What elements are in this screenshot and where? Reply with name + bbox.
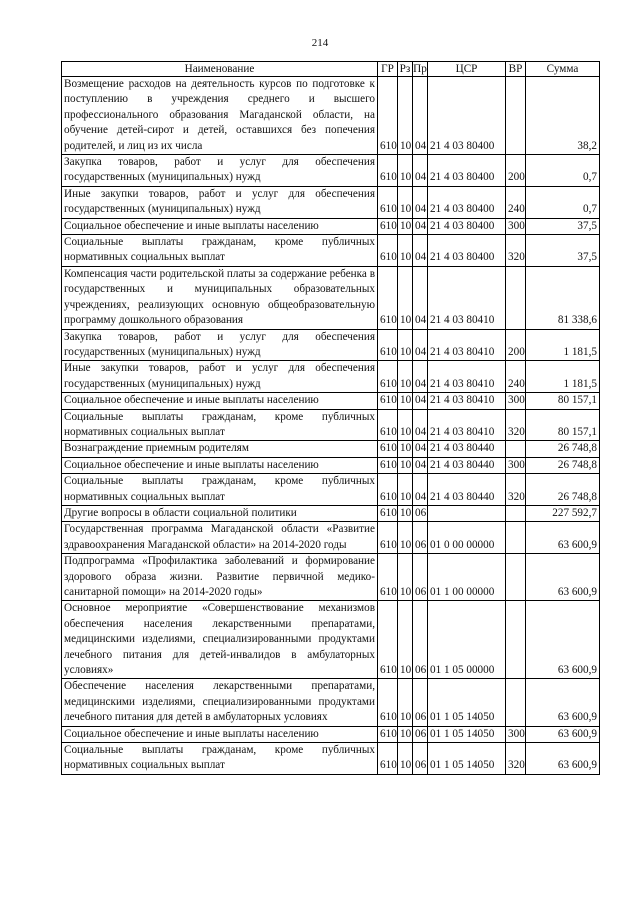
cell-csr: 21 4 03 80440 (428, 441, 506, 457)
cell-pr: 04 (413, 218, 428, 234)
cell-vr (506, 77, 526, 155)
cell-sum: 0,7 (526, 155, 600, 187)
cell-vr: 240 (506, 361, 526, 393)
cell-sum: 80 157,1 (526, 393, 600, 409)
cell-gr: 610 (378, 409, 398, 441)
cell-name: Подпрограмма «Профилактика заболеваний и формирование здорового образа жизни. Развитие первичной медико-санитарной помощи» на 2014-2020 годы» (62, 554, 378, 601)
cell-csr: 21 4 03 80410 (428, 393, 506, 409)
cell-csr: 21 4 03 80400 (428, 155, 506, 187)
cell-vr: 240 (506, 186, 526, 218)
cell-vr: 200 (506, 329, 526, 361)
cell-gr: 610 (378, 235, 398, 267)
cell-sum: 38,2 (526, 77, 600, 155)
cell-name: Иные закупки товаров, работ и услуг для обеспечения государственных (муниципальных) нужд (62, 361, 378, 393)
cell-sum: 1 181,5 (526, 329, 600, 361)
cell-pr: 06 (413, 522, 428, 554)
page-number: 214 (311, 37, 329, 49)
cell-sum: 63 600,9 (526, 554, 600, 601)
table-row (62, 522, 600, 554)
cell-sum: 227 592,7 (526, 505, 600, 521)
cell-csr: 21 4 03 80410 (428, 266, 506, 329)
header-vr: ВР (506, 62, 526, 77)
cell-gr: 610 (378, 554, 398, 601)
table-row (62, 505, 600, 521)
cell-name: Социальное обеспечение и иные выплаты населению (62, 218, 378, 234)
cell-gr: 610 (378, 601, 398, 679)
table-row (62, 601, 600, 679)
cell-name: Социальное обеспечение и иные выплаты населению (62, 726, 378, 742)
cell-name: Социальные выплаты гражданам, кроме публичных нормативных социальных выплат (62, 235, 378, 267)
table-row (62, 441, 600, 457)
cell-csr: 01 1 05 00000 (428, 601, 506, 679)
cell-vr (506, 554, 526, 601)
cell-pr: 04 (413, 329, 428, 361)
cell-rz: 10 (398, 186, 413, 218)
cell-name: Социальные выплаты гражданам, кроме публичных нормативных социальных выплат (62, 409, 378, 441)
cell-gr: 610 (378, 361, 398, 393)
cell-sum: 26 748,8 (526, 457, 600, 473)
cell-csr: 01 1 05 14050 (428, 726, 506, 742)
cell-csr: 01 0 00 00000 (428, 522, 506, 554)
cell-csr: 21 4 03 80400 (428, 235, 506, 267)
cell-name: Социальные выплаты гражданам, кроме публичных нормативных социальных выплат (62, 474, 378, 506)
cell-pr: 04 (413, 361, 428, 393)
cell-gr: 610 (378, 329, 398, 361)
cell-vr (506, 505, 526, 521)
cell-gr: 610 (378, 457, 398, 473)
cell-vr (506, 441, 526, 457)
cell-pr: 04 (413, 186, 428, 218)
cell-vr (506, 601, 526, 679)
cell-rz: 10 (398, 474, 413, 506)
cell-gr: 610 (378, 505, 398, 521)
cell-vr: 320 (506, 474, 526, 506)
cell-csr: 21 4 03 80400 (428, 186, 506, 218)
table-row (62, 361, 600, 393)
cell-name: Другие вопросы в области социальной политики (62, 505, 378, 521)
cell-gr: 610 (378, 474, 398, 506)
header-pr: Пр (413, 63, 427, 75)
cell-gr: 610 (378, 155, 398, 187)
table-row (62, 474, 600, 506)
cell-pr: 04 (413, 457, 428, 473)
cell-sum: 63 600,9 (526, 679, 600, 726)
cell-vr: 320 (506, 235, 526, 267)
cell-pr: 04 (413, 77, 428, 155)
cell-vr (506, 266, 526, 329)
table-row (62, 554, 600, 601)
cell-csr: 01 1 00 00000 (428, 554, 506, 601)
cell-gr: 610 (378, 266, 398, 329)
cell-gr: 610 (378, 522, 398, 554)
cell-sum: 37,5 (526, 218, 600, 234)
cell-csr: 21 4 03 80440 (428, 457, 506, 473)
cell-csr: 21 4 03 80410 (428, 409, 506, 441)
header-csr: ЦСР (428, 62, 506, 77)
table-row (62, 457, 600, 473)
cell-pr: 04 (413, 266, 428, 329)
cell-pr: 04 (413, 441, 428, 457)
table-row (62, 155, 600, 187)
table-row (62, 679, 600, 726)
cell-vr (506, 522, 526, 554)
cell-vr: 300 (506, 393, 526, 409)
table-row (62, 186, 600, 218)
cell-name: Возмещение расходов на деятельность курсов по подготовке к поступлению в учреждения среднего и высшего профессионального образования Магаданской области, на обучение детей-сирот и детей, оставшихся без попечения родителей, и лиц из их числа (62, 77, 378, 155)
cell-csr: 21 4 03 80400 (428, 218, 506, 234)
cell-rz: 10 (398, 155, 413, 187)
cell-rz: 10 (398, 441, 413, 457)
cell-pr: 06 (413, 554, 428, 601)
cell-pr: 04 (413, 155, 428, 187)
cell-sum: 80 157,1 (526, 409, 600, 441)
cell-name: Вознаграждение приемным родителям (62, 441, 378, 457)
cell-rz: 10 (398, 679, 413, 726)
budget-table (61, 61, 600, 775)
table-row (62, 409, 600, 441)
cell-rz: 10 (398, 554, 413, 601)
cell-csr: 21 4 03 80440 (428, 474, 506, 506)
cell-vr: 300 (506, 726, 526, 742)
cell-csr: 01 1 05 14050 (428, 679, 506, 726)
cell-rz: 10 (398, 743, 413, 775)
cell-pr: 04 (413, 474, 428, 506)
cell-rz: 10 (398, 601, 413, 679)
cell-gr: 610 (378, 393, 398, 409)
cell-rz: 10 (398, 505, 413, 521)
cell-csr: 01 1 05 14050 (428, 743, 506, 775)
cell-pr: 04 (413, 393, 428, 409)
cell-sum: 63 600,9 (526, 601, 600, 679)
cell-pr: 06 (413, 679, 428, 726)
cell-sum: 1 181,5 (526, 361, 600, 393)
cell-rz: 10 (398, 457, 413, 473)
cell-name: Закупка товаров, работ и услуг для обеспечения государственных (муниципальных) нужд (62, 329, 378, 361)
cell-pr: 06 (413, 726, 428, 742)
table-row (62, 329, 600, 361)
cell-gr: 610 (378, 186, 398, 218)
header-row (62, 62, 600, 77)
cell-sum: 63 600,9 (526, 522, 600, 554)
cell-sum: 37,5 (526, 235, 600, 267)
cell-rz: 10 (398, 726, 413, 742)
cell-vr: 320 (506, 743, 526, 775)
cell-pr: 04 (413, 235, 428, 267)
header-sum: Сумма (526, 62, 600, 77)
table-row (62, 77, 600, 155)
cell-rz: 10 (398, 522, 413, 554)
cell-name: Обеспечение населения лекарственными препаратами, медицинскими изделиями, специализированными продуктами лечебного питания для детей в амбулаторных условиях (62, 679, 378, 726)
cell-rz: 10 (398, 235, 413, 267)
cell-pr: 04 (413, 409, 428, 441)
cell-name: Закупка товаров, работ и услуг для обеспечения государственных (муниципальных) нужд (62, 155, 378, 187)
cell-rz: 10 (398, 393, 413, 409)
cell-name: Иные закупки товаров, работ и услуг для обеспечения государственных (муниципальных) нужд (62, 186, 378, 218)
cell-vr: 300 (506, 457, 526, 473)
cell-csr: 21 4 03 80410 (428, 329, 506, 361)
header-name: Наименование (62, 62, 378, 77)
header-rz: Рз (398, 62, 413, 77)
cell-sum: 81 338,6 (526, 266, 600, 329)
cell-sum: 63 600,9 (526, 726, 600, 742)
cell-sum: 26 748,8 (526, 441, 600, 457)
cell-csr: 21 4 03 80410 (428, 361, 506, 393)
table-row (62, 743, 600, 775)
table-row (62, 235, 600, 267)
cell-gr: 610 (378, 77, 398, 155)
cell-gr: 610 (378, 743, 398, 775)
cell-csr: 21 4 03 80400 (428, 77, 506, 155)
cell-rz: 10 (398, 77, 413, 155)
cell-vr: 200 (506, 155, 526, 187)
cell-sum: 0,7 (526, 186, 600, 218)
cell-rz: 10 (398, 409, 413, 441)
cell-pr: 06 (413, 505, 428, 521)
cell-vr: 320 (506, 409, 526, 441)
cell-pr: 06 (413, 601, 428, 679)
cell-csr (428, 505, 506, 521)
cell-gr: 610 (378, 218, 398, 234)
cell-gr: 610 (378, 726, 398, 742)
cell-name: Компенсация части родительской платы за содержание ребенка в государственных и муниципальных образовательных учреждениях, реализующих основную общеобразовательную программу дошкольного образования (62, 266, 378, 329)
cell-name: Основное мероприятие «Совершенствование механизмов обеспечения населения лекарственными препаратами, медицинскими изделиями, специализированными продуктами лечебного питания для детей-инвалидов в амбулаторных условиях» (62, 601, 378, 679)
cell-sum: 26 748,8 (526, 474, 600, 506)
cell-gr: 610 (378, 441, 398, 457)
header-gr: ГР (378, 62, 398, 77)
cell-rz: 10 (398, 329, 413, 361)
cell-rz: 10 (398, 361, 413, 393)
cell-vr: 300 (506, 218, 526, 234)
cell-rz: 10 (398, 218, 413, 234)
table-row (62, 393, 600, 409)
cell-gr: 610 (378, 679, 398, 726)
cell-name: Социальные выплаты гражданам, кроме публичных нормативных социальных выплат (62, 743, 378, 775)
cell-vr (506, 679, 526, 726)
table-row (62, 266, 600, 329)
cell-rz: 10 (398, 266, 413, 329)
cell-sum: 63 600,9 (526, 743, 600, 775)
table-row (62, 218, 600, 234)
cell-name: Государственная программа Магаданской области «Развитие здравоохранения Магаданской области» на 2014-2020 годы (62, 522, 378, 554)
cell-name: Социальное обеспечение и иные выплаты населению (62, 457, 378, 473)
cell-pr: 06 (413, 743, 428, 775)
table-row (62, 726, 600, 742)
cell-name: Социальное обеспечение и иные выплаты населению (62, 393, 378, 409)
